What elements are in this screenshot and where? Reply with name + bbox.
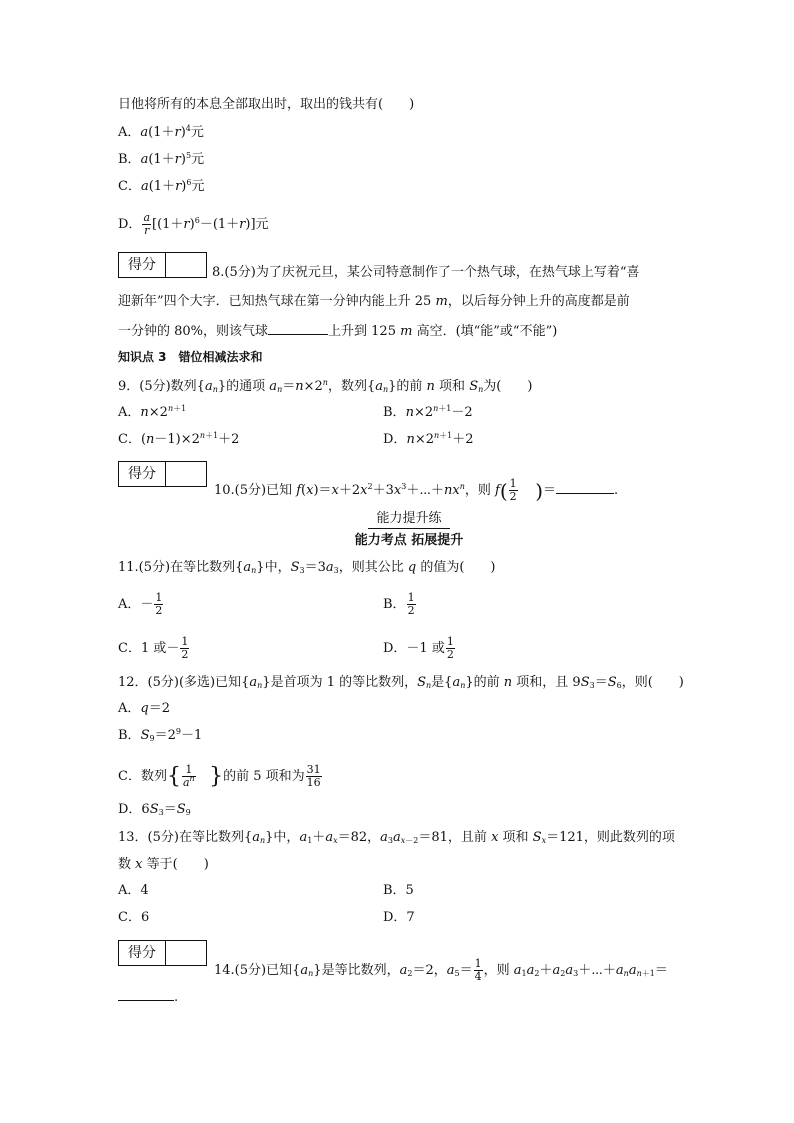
score-label: 得分 <box>119 253 166 277</box>
q13-line1: 13．(5分)在等比数列$\{a_n\}$中，$a_1+a_x=82$，$a_3a_{x-2}=81$，且前 x 项和 $S_x=121$，则此数列的项 <box>118 830 675 845</box>
score-blank[interactable] <box>166 253 206 277</box>
q8-line2: 迎新年”四个大字．已知热气球在第一分钟内能上升 25 m，以后每分钟上升的高度都是前 <box>118 294 630 309</box>
score-label: 得分 <box>119 941 166 965</box>
q14-answer-line: . <box>118 988 178 1007</box>
q12-option-c: C．数列{ $\frac{1}{a^n}$ }的前 5 项和为 $\frac{31}{16}$ <box>118 763 321 789</box>
q9-option-d: D．$n\times 2^{n+1}+2$ <box>383 431 474 447</box>
q11-option-d: D．－1 或 $\frac{1}{2}$ <box>383 635 454 661</box>
q13-option-b: B．5 <box>383 883 414 898</box>
score-box-q14 <box>118 940 207 966</box>
q13-line2: 数 x 等于( ) <box>118 857 209 872</box>
q8-answer-blank[interactable] <box>268 322 328 335</box>
q7-option-a: A．$a(1+r)^4$元 <box>118 124 204 140</box>
q7-stem: 日他将所有的本息全部取出时，取出的钱共有( ) <box>118 97 415 112</box>
q7-option-c: C．$a(1+r)^6$元 <box>118 178 205 194</box>
score-box-q10 <box>118 461 207 487</box>
q7-option-b: B．$a(1+r)^5$元 <box>118 151 205 167</box>
q12-stem: 12．(5分)(多选)已知$\{a_n\}$是首项为 1 的等比数列，$S_n$是$\{a_n\}$的前 n 项和，且 $9S_3=S_6$，则( ) <box>118 675 684 690</box>
q10-answer-blank[interactable] <box>556 481 614 494</box>
score-label: 得分 <box>119 462 166 486</box>
q9-stem: 9．(5分)数列$\{a_n\}$的通项 $a_n=n\times 2^n$，数列$\{a_n\}$的前 n 项和 $S_n$为( ) <box>118 378 533 394</box>
q13-option-a: A．4 <box>118 883 149 898</box>
q11-option-a: A．－ $\frac{1}{2}$ <box>118 591 163 617</box>
section-subtitle: 能力考点 拓展提升 <box>354 533 464 548</box>
q11-stem: 11.(5分)在等比数列$\{a_n\}$中，$S_3=3a_3$，则其公比 q 的值为( ) <box>118 560 496 575</box>
q8-line1: 8.(5分)为了庆祝元旦，某公司特意制作了一个热气球，在热气球上写着“喜 <box>212 265 640 280</box>
score-box-q8 <box>118 252 207 278</box>
q12-option-d: D．$6S_3=S_9$ <box>118 802 191 817</box>
q9-option-a: A．$n\times 2^{n+1}$ <box>118 404 187 420</box>
q14-answer-blank[interactable] <box>118 988 174 1001</box>
q11-option-b: B． $\frac{1}{2}$ <box>383 591 415 617</box>
q12-option-a: A．q＝2 <box>118 701 170 716</box>
q7-option-d: D． $\frac{a}{r}$ $[(1+r)^6-(1+r)]$元 <box>118 211 269 237</box>
section-title: 能力提升练 <box>12 510 794 529</box>
q12-option-b: B．$S_9=2^9-1$ <box>118 727 203 743</box>
q10-stem: 10.(5分)已知 $f(x)=x+2x^2+3x^3+\cdots+nx^n$，则 f( $\frac{1}{2}$ )＝ . <box>214 477 619 503</box>
knowledge-point-heading: 知识点 3 错位相减法求和 <box>118 350 263 364</box>
q13-option-d: D．7 <box>383 910 415 925</box>
q13-option-c: C．6 <box>118 910 150 925</box>
q9-option-b: B．$n\times 2^{n+1}-2$ <box>383 404 473 420</box>
q9-option-c: C．$(n-1)\times 2^{n+1}+2$ <box>118 431 240 447</box>
score-blank[interactable] <box>166 941 206 965</box>
score-blank[interactable] <box>166 462 206 486</box>
q11-option-c: C．1 或－ $\frac{1}{2}$ <box>118 635 189 661</box>
q14-stem: 14.(5分)已知$\{a_n\}$是等比数列，$a_2=2$，$a_5=$ $\frac{1}{4}$ ，则 $a_1a_2+a_2a_3+\cdots+a_na_{n+1}=$ <box>214 957 668 983</box>
q8-line3: 一分钟的 80%，则该气球 上升到 125 m 高空．(填“能”或“不能”) <box>118 324 558 339</box>
